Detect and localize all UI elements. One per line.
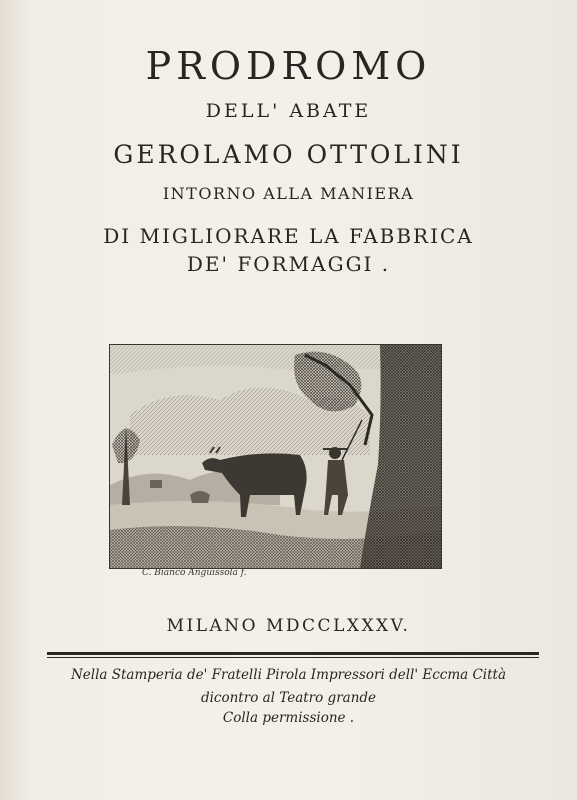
publisher-line-2: dicontro al Teatro grande xyxy=(200,690,377,706)
engraver-signature: C. Bianco Anguissola f. xyxy=(142,568,247,578)
landscape-engraving-image xyxy=(109,344,442,569)
imprint-city-date: MILANO MDCCLXXXV. xyxy=(166,616,411,636)
imprint-rule-thin xyxy=(47,657,539,658)
subtitle-line-2: DI MIGLIORARE LA FABBRICA xyxy=(103,224,474,248)
imprint-rule-thick xyxy=(47,652,539,655)
author-prefix: DELL' ABATE xyxy=(205,100,372,122)
author-name: GEROLAMO OTTOLINI xyxy=(113,140,464,169)
book-title: PRODROMO xyxy=(145,44,432,88)
subtitle-line-3: DE' FORMAGGI . xyxy=(186,252,391,276)
subtitle-line-1: INTORNO ALLA MANIERA xyxy=(162,184,415,203)
publisher-line-3: Colla permissione . xyxy=(222,710,355,726)
publisher-line-1: Nella Stamperia de' Fratelli Pirola Impressori dell' Eccma Città xyxy=(70,667,507,683)
